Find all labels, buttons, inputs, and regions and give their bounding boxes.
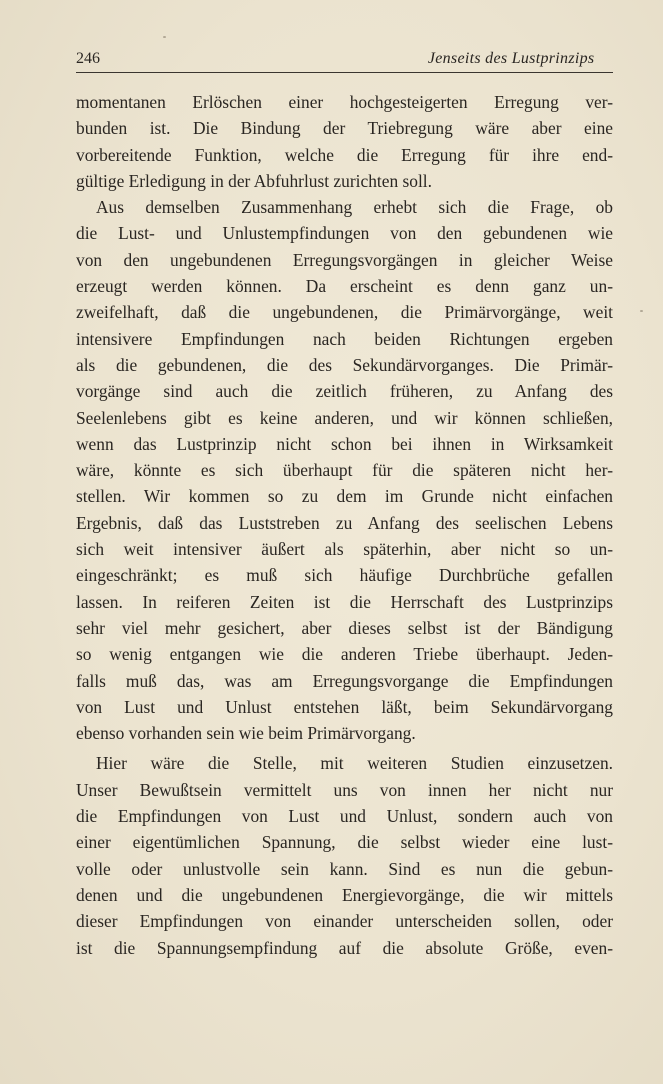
text-line: gültige Erledigung in der Abfuhrlust zurichten soll. bbox=[76, 170, 432, 191]
text-line: lassen. In reiferen Zeiten ist die Herrschaft des Lustprinzips bbox=[76, 591, 613, 612]
text-line: bunden ist. Die Bindung der Triebregung wäre aber eine bbox=[76, 118, 613, 139]
paper-speck bbox=[163, 36, 166, 38]
text-line: von Lust und Unlust entstehen läßt, beim Sekundärvorgang bbox=[76, 696, 613, 717]
page-header bbox=[76, 46, 613, 73]
text-line: Hier wäre die Stelle, mit weiteren Studien einzusetzen. bbox=[96, 753, 613, 774]
text-line: die Empfindungen von Lust und Unlust, sondern auch von bbox=[76, 806, 613, 827]
text-line: Aus demselben Zusammenhang erhebt sich die Frage, ob bbox=[96, 197, 613, 218]
text-line: Unser Bewußtsein vermittelt uns von innen her nicht nur bbox=[76, 779, 613, 800]
text-line: wenn das Lustprinzip nicht schon bei ihnen in Wirksamkeit bbox=[76, 433, 613, 454]
paragraph-1 bbox=[76, 89, 613, 194]
text-line: dieser Empfindungen von einander unterscheiden sollen, oder bbox=[76, 911, 613, 932]
text-line: sich weit intensiver äußert als späterhin, aber nicht so un- bbox=[76, 539, 613, 560]
paragraph-3 bbox=[76, 750, 613, 960]
text-line: sehr viel mehr gesichert, aber dieses selbst ist der Bändigung bbox=[76, 617, 613, 638]
text-line: Ergebnis, daß das Luststreben zu Anfang des seelischen Lebens bbox=[76, 512, 613, 533]
text-line: vorgänge sind auch die zeitlich früheren, zu Anfang des bbox=[76, 381, 613, 402]
text-line: ebenso vorhanden sein wie beim Primärvorgang. bbox=[76, 723, 416, 744]
text-line: von den ungebundenen Erregungsvorgängen in gleicher Weise bbox=[76, 249, 613, 270]
text-line: die Lust- und Unlustempfindungen von den gebundenen wie bbox=[76, 223, 613, 244]
text-line: so wenig entgangen wie die anderen Triebe überhaupt. Jeden- bbox=[76, 644, 613, 665]
paragraph-2 bbox=[76, 194, 613, 746]
text-line: falls muß das, was am Erregungsvorgange die Empfindungen bbox=[76, 670, 613, 691]
text-line: volle oder unlustvolle sein kann. Sind es nun die gebun- bbox=[76, 858, 613, 879]
paper-speck bbox=[640, 310, 643, 312]
text-line: als die gebundenen, die des Sekundärvorganges. Die Primär- bbox=[76, 354, 613, 375]
text-line: erzeugt werden können. Da erscheint es denn ganz un- bbox=[76, 276, 613, 297]
text-line: wäre, könnte es sich überhaupt für die späteren nicht her- bbox=[76, 460, 613, 481]
text-line: stellen. Wir kommen so zu dem im Grunde nicht einfachen bbox=[76, 486, 613, 507]
text-line: einer eigentümlichen Spannung, die selbst wieder eine lust- bbox=[76, 832, 613, 853]
text-line: eingeschränkt; es muß sich häufige Durchbrüche gefallen bbox=[76, 565, 613, 586]
text-line: ist die Spannungsempfindung auf die absolute Größe, even- bbox=[76, 937, 613, 958]
text-line: intensivere Empfindungen nach beiden Richtungen ergeben bbox=[76, 328, 613, 349]
text-line: Seelenlebens gibt es keine anderen, und wir können schließen, bbox=[76, 407, 613, 428]
body-text bbox=[76, 89, 613, 961]
text-line: vorbereitende Funktion, welche die Erregung für ihre end- bbox=[76, 144, 613, 165]
text-line: momentanen Erlöschen einer hochgesteigerten Erregung ver- bbox=[76, 92, 613, 112]
text-line: denen und die ungebundenen Energievorgänge, die wir mittels bbox=[76, 884, 613, 905]
page-number: 246 bbox=[76, 50, 100, 67]
text-line: zweifelhaft, daß die ungebundenen, die Primärvorgänge, weit bbox=[76, 302, 613, 323]
running-head: Jenseits des Lustprinzips bbox=[427, 50, 595, 67]
